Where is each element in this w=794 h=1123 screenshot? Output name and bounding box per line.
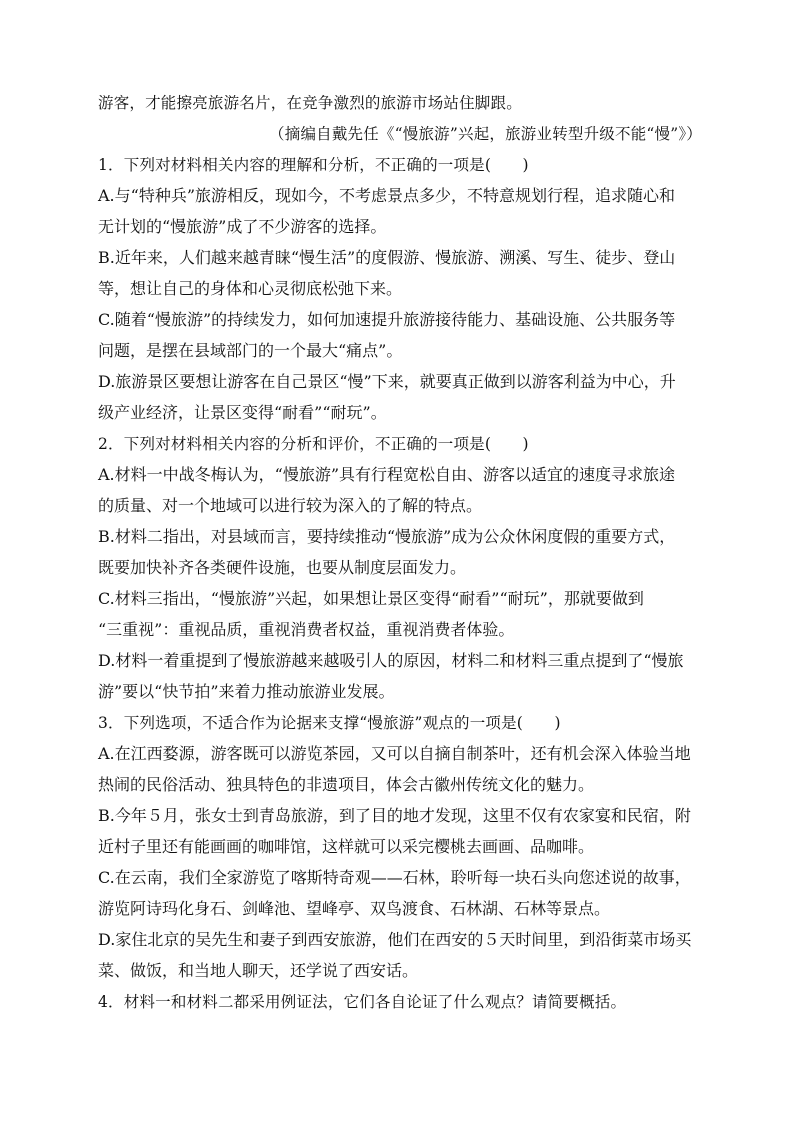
document-content [98,92,710,1022]
option-line: C.在云南，我们全家游览了喀斯特奇观——石林，聆听每一块石头向您述说的故事， [98,868,691,887]
option-a [98,185,710,238]
option-line: 近村子里还有能画画的咖啡馆，这样就可以采完樱桃去画画、品咖啡。 [98,837,595,856]
question-4 [98,991,710,1013]
option-line: 游览阿诗玛化身石、剑峰池、望峰亭、双鸟渡食、石林湖、石林等景点。 [98,899,611,918]
option-d [98,371,710,424]
source-citation: （摘编自戴先任《“慢旅游”兴起，旅游业转型升级不能“慢”》） [269,125,702,143]
option-line: 等，想让自己的身体和心灵彻底松弛下来。 [98,279,403,298]
option-d [98,650,710,703]
option-line: B.近年来，人们越来越青睐“慢生活”的度假游、慢旅游、溯溪、写生、徒步、登山 [98,248,676,267]
intro-paragraph-tail: 游客，才能擦亮旅游名片，在竞争激烈的旅游市场站住脚跟。 [98,94,522,112]
question-3 [98,712,710,982]
option-line: 热闹的民俗活动、独具特色的非遗项目，体会古徽州传统文化的魅力。 [98,775,595,794]
option-b [98,247,710,300]
option-line: 既要加快补齐各类硬件设施，也要从制度层面发力。 [98,558,467,577]
option-line: 的质量、对一个地域可以进行较为深入的了解的特点。 [98,496,483,515]
option-line: A.材料一中战冬梅认为，“慢旅游”具有行程宽松自由、游客以适宜的速度寻求旅途 [98,465,676,484]
option-line: 问题，是摆在县域部门的一个最大“痛点”。 [98,341,403,360]
option-line: D.旅游景区要想让游客在自己景区“慢”下来，就要真正做到以游客利益为中心，升 [98,372,676,391]
option-line: A.与“特种兵”旅游相反，现如今，不考虑景点多少，不特意规划行程，追求随心和 [98,186,676,205]
option-line: C.材料三指出，“慢旅游”兴起，如果想让景区变得“耐看”“耐玩”，那就要做到 [98,589,644,608]
option-line: D.家住北京的吴先生和妻子到西安旅游，他们在西安的５天时间里，到沿街菜市场买 [98,930,692,949]
option-line: 级产业经济，让景区变得“耐看”“耐玩”。 [98,403,387,422]
option-line: 菜、做饭，和当地人聊天，还学说了西安话。 [98,961,419,980]
question-stem: 2．下列对材料相关内容的分析和评价，不正确的一项是( ) [98,435,529,453]
option-c [98,867,710,920]
option-line: C.随着“慢旅游”的持续发力，如何加速提升旅游接待能力、基础设施、公共服务等 [98,310,676,329]
option-b [98,805,710,858]
option-b [98,526,710,579]
option-line: 无计划的“慢旅游”成了不少游客的选择。 [98,217,387,236]
question-stem: 3．下列选项，不适合作为论据来支撑“慢旅游”观点的一项是( ) [98,714,561,732]
option-line: “三重视”：重视品质，重视消费者权益，重视消费者体验。 [98,620,515,639]
question-stem: 4．材料一和材料二都采用例证法，它们各自论证了什么观点？请简要概括。 [98,993,627,1011]
option-line: B.今年５月，张女士到青岛旅游，到了目的地才发现，这里不仅有农家宴和民宿，附 [98,806,691,825]
question-stem: 1．下列对材料相关内容的理解和分析，不正确的一项是( ) [98,156,529,174]
option-c [98,309,710,362]
question-2 [98,433,710,703]
option-line: 游”要以“快节拍”来着力推动旅游业发展。 [98,682,395,701]
option-line: D.材料一着重提到了慢旅游越来越吸引人的原因，材料二和材料三重点提到了“慢旅 [98,651,684,670]
option-line: A.在江西婺源，游客既可以游览茶园，又可以自摘自制茶叶，还有机会深入体验当地 [98,744,691,763]
question-1 [98,154,710,424]
option-a [98,464,710,517]
option-d [98,929,710,982]
option-c [98,588,710,641]
option-a [98,743,710,796]
option-line: B.材料二指出，对县域而言，要持续推动“慢旅游”成为公众休闲度假的重要方式， [98,527,676,546]
